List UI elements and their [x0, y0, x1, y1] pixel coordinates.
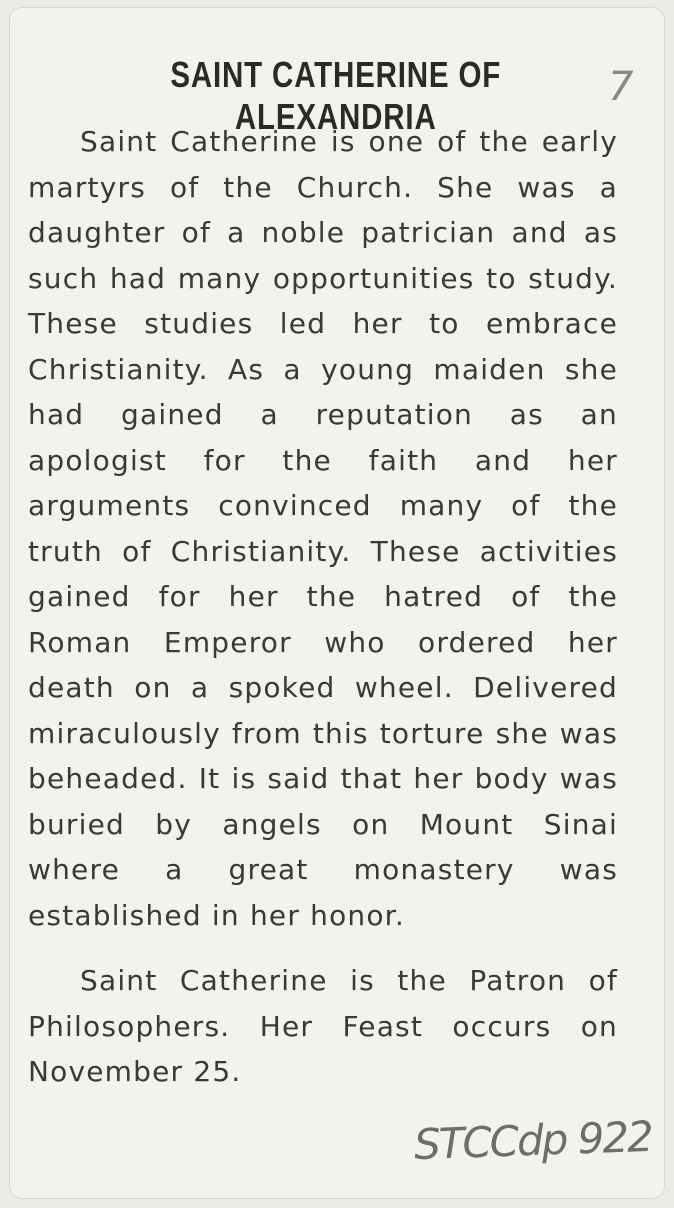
- body-paragraph-biography: Saint Catherine is one of the early martyrs of the Church. She was a daughter of a noble patrician and as such had many opportunities to study. These studies led her to embrace Christianity. As a young maiden she had gained a reputation as an apologist for the faith and her arguments convinced many of the truth of Christianity. These activities gained for her the hatred of the Roman Emperor who ordered her death on a spoked wheel. Delivered miraculously from this torture she was beheaded. It is said that her body was buried by angels on Mount Sinai where a great monastery was established in her honor.: [28, 125, 618, 932]
- handwritten-catalog-code: STCCdp 922: [413, 1111, 653, 1170]
- body-paragraph-patronage: Saint Catherine is the Patron of Philosophers. Her Feast occurs on November 25.: [28, 964, 618, 1088]
- card-title: SAINT CATHERINE OF ALEXANDRIA: [170, 54, 502, 137]
- handwritten-corner-mark: 7: [608, 64, 634, 110]
- card-body: [28, 119, 618, 1095]
- prayer-card: [10, 8, 664, 1198]
